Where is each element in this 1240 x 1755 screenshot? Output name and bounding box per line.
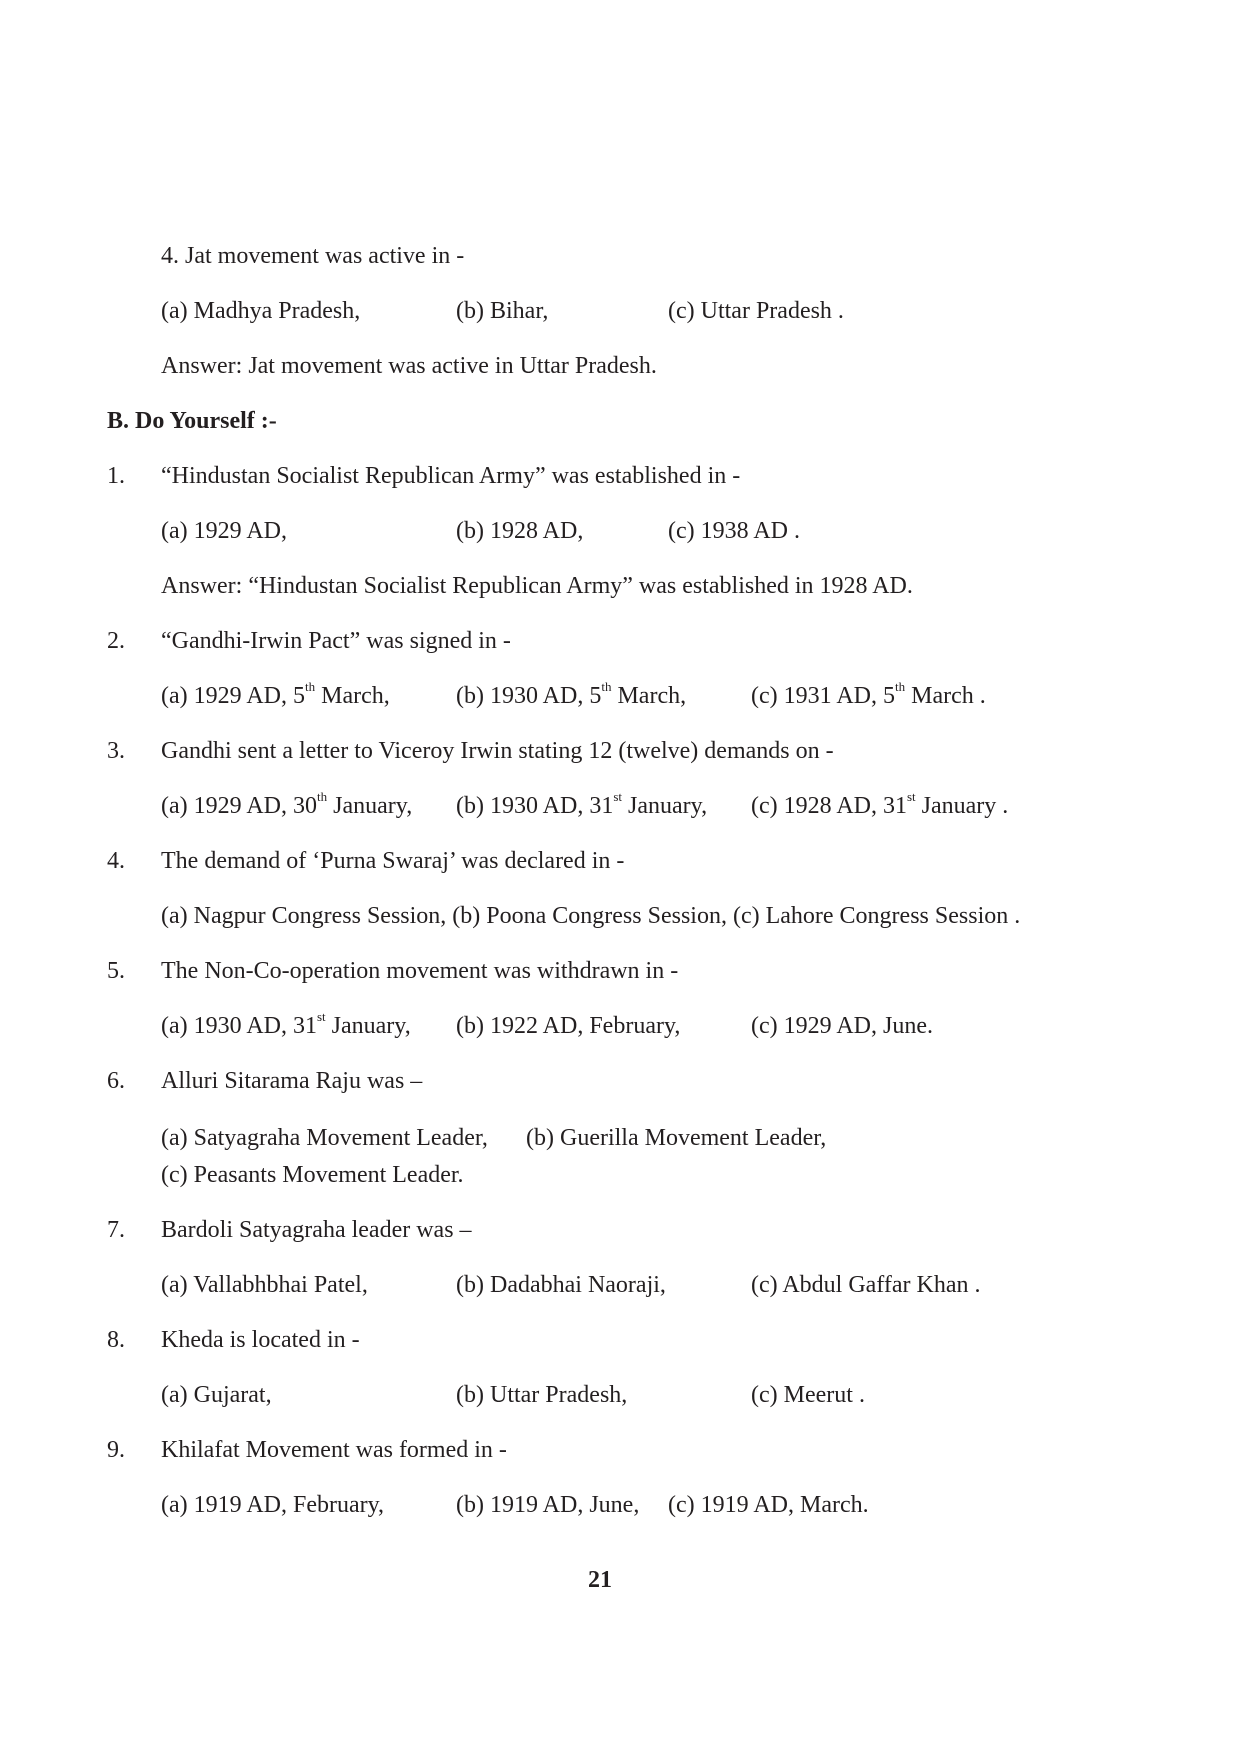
- option-a: (a) 1930 AD, 31st January,: [161, 1009, 411, 1039]
- option-c: (c) Peasants Movement Leader.: [161, 1162, 464, 1188]
- option-b: (b) 1919 AD, June,: [456, 1492, 640, 1518]
- option-b: (b) 1922 AD, February,: [456, 1013, 681, 1039]
- option-c: (c) Meerut .: [751, 1382, 865, 1408]
- question-text: The demand of ‘Purna Swaraj’ was declared in -: [161, 848, 625, 874]
- section-heading: B. Do Yourself :-: [107, 408, 277, 434]
- option-c: (c) Abdul Gaffar Khan .: [751, 1272, 981, 1298]
- question-number: 5.: [107, 958, 125, 984]
- option-c: (c) 1919 AD, March.: [668, 1492, 869, 1518]
- question-number: 7.: [107, 1217, 125, 1243]
- question-number: 1.: [107, 463, 125, 489]
- question-number: 2.: [107, 628, 125, 654]
- option-c: (c) 1929 AD, June.: [751, 1013, 933, 1039]
- question-text: The Non-Co-operation movement was withdrawn in -: [161, 958, 679, 984]
- question-number: 8.: [107, 1327, 125, 1353]
- question-text: Gandhi sent a letter to Viceroy Irwin stating 12 (twelve) demands on -: [161, 738, 834, 764]
- answer: Answer: “Hindustan Socialist Republican Army” was established in 1928 AD.: [161, 573, 913, 599]
- option-b: (b) Uttar Pradesh,: [456, 1382, 628, 1408]
- prev-option-a: (a) Madhya Pradesh,: [161, 298, 361, 324]
- question-number: 6.: [107, 1068, 125, 1094]
- question-text: Alluri Sitarama Raju was –: [161, 1068, 423, 1094]
- question-text: “Hindustan Socialist Republican Army” was established in -: [161, 463, 741, 489]
- question-text: Bardoli Satyagraha leader was –: [161, 1217, 472, 1243]
- question-number: 4.: [107, 848, 125, 874]
- option-b: (b) 1928 AD,: [456, 518, 584, 544]
- prev-question-title: 4. Jat movement was active in -: [161, 243, 465, 269]
- option-b: (b) Guerilla Movement Leader,: [526, 1125, 827, 1151]
- option-a: (a) Gujarat,: [161, 1382, 272, 1408]
- prev-option-b: (b) Bihar,: [456, 298, 549, 324]
- option-b: (b) 1930 AD, 5th March,: [456, 679, 687, 709]
- option-c: (c) 1938 AD .: [668, 518, 800, 544]
- option-a: (a) 1929 AD, 5th March,: [161, 679, 390, 709]
- option-c: (c) 1931 AD, 5th March .: [751, 679, 986, 709]
- option-a: (a) 1919 AD, February,: [161, 1492, 385, 1518]
- option-b: (b) Dadabhai Naoraji,: [456, 1272, 666, 1298]
- prev-option-c: (c) Uttar Pradesh .: [668, 298, 844, 324]
- question-number: 9.: [107, 1437, 125, 1463]
- option-a: (a) Vallabhbhai Patel,: [161, 1272, 368, 1298]
- option-a: (a) Satyagraha Movement Leader,: [161, 1125, 488, 1151]
- option-a: (a) 1929 AD,: [161, 518, 287, 544]
- page-number: 21: [588, 1567, 612, 1593]
- option-b: (b) 1930 AD, 31st January,: [456, 789, 708, 819]
- prev-answer: Answer: Jat movement was active in Uttar Pradesh.: [161, 353, 657, 379]
- question-number: 3.: [107, 738, 125, 764]
- question-text: Kheda is located in -: [161, 1327, 360, 1353]
- question-text: “Gandhi-Irwin Pact” was signed in -: [161, 628, 511, 654]
- option-c: (c) 1928 AD, 31st January .: [751, 789, 1009, 819]
- question-text: Khilafat Movement was formed in -: [161, 1437, 507, 1463]
- option-a: (a) 1929 AD, 30th January,: [161, 789, 413, 819]
- options-line: (a) Nagpur Congress Session, (b) Poona Congress Session, (c) Lahore Congress Session .: [161, 903, 1021, 929]
